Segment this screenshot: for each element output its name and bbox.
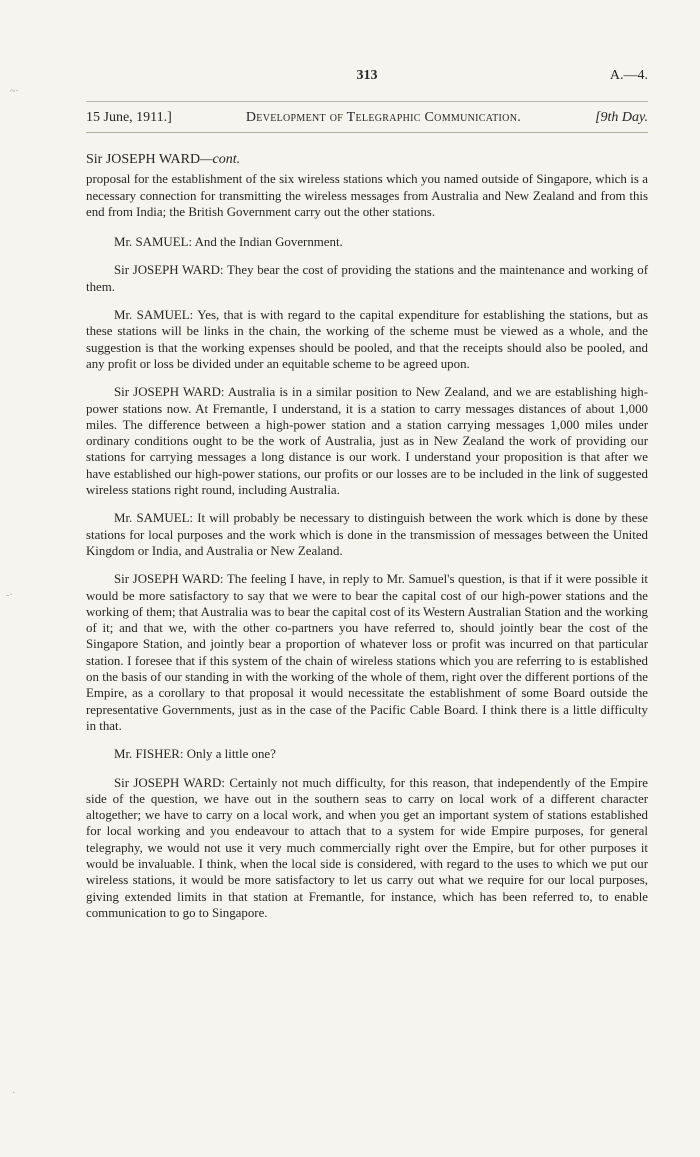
running-head [86,110,648,126]
header-date: 15 June, 1911.] [86,110,172,125]
page-number: 313 [356,68,378,83]
paragraph: Mr. SAMUEL: And the Indian Government. [114,235,343,250]
paragraph: proposal for the establishment of the six wireless stations which you named outside of Singapore, which is a necessary connection for transmitting the wireless messages from Australia and New Zealand and from this end from India; the British Government carry out the other stations. [86,172,648,219]
header-day: [9th Day. [595,110,648,125]
transcript-body [86,152,648,933]
speaker-name: Sir JOSEPH WARD: [114,775,230,790]
paragraph: Sir JOSEPH WARD: The feeling I have, in reply to Mr. Samuel's question, is that if it were possible it would be more satisfactory to say that we were to bear the capital cost of our high-power stations and the working of them; that Australia was to bear the capital cost of its Western Australian Station and the working of it; and that we, with the other co-partners you have referred to, should jointly bear the cost of the Singapore Station, and jointly bear a proportion of whatever loss or profit was incurred on that particular station. I foresee that if this system of the chain of wireless stations which you are referring to is established on the basis of our standing in with the working of the whole of them, right over the different portions of the Empire, as a corollary to that proposal it would necessitate the establishment of some Board outside the representative Governments, just as in the case of the Pacific Cable Board. I think there is a little difficulty in that. [86,572,648,733]
paragraph: Mr. SAMUEL: Yes, that is with regard to the capital expenditure for establishing the stations, but as these stations will be links in the chain, the working of the scheme must be viewed as a whole, and the suggestion is that the working expenses should be pooled, and that the receipts should also be pooled, and any profit or loss be divided under an equitable scheme to be agreed upon. [86,308,648,371]
margin-mark: ~· [10,86,19,97]
speaker-name: Mr. SAMUEL: [114,235,195,250]
speaker-name: Sir JOSEPH WARD: [114,263,228,278]
paragraph: Mr. FISHER: Only a little one? [114,747,276,762]
speaker-name: Mr. SAMUEL: [114,511,198,526]
paragraph: Sir JOSEPH WARD: Australia is in a similar position to New Zealand, and we are establishing high-power stations now. At Fremantle, I understand, it is a station to carry messages distances of about 1,000 miles. The difference between a high-power station and a station carrying messages 1,000 miles under ordinary conditions ought to be the work of Australia, just as in New Zealand the work of providing our stations for carrying messages a long distance is our work. I understand your proposition is that after we have established our high-power stations, our profits or our losses are to be included in the link of suggested wireless stations right round, including Australia. [86,385,649,498]
header-rule [86,101,648,102]
document-reference: A.—4. [609,68,648,83]
speaker-name: Mr. SAMUEL: [114,308,198,323]
paragraph: Sir JOSEPH WARD: They bear the cost of providing the stations and the maintenance and working of them. [86,263,648,294]
margin-mark: ‐· [6,590,13,601]
margin-mark: · [12,1088,16,1099]
speaker-name: Sir JOSEPH WARD: [114,385,228,400]
speaker-name: Mr. FISHER: [114,747,187,762]
header-underline [86,132,648,133]
header-title: Development of Telegraphic Communication. [245,110,522,125]
paragraph: Sir JOSEPH WARD: Certainly not much difficulty, for this reason, that independently of the Empire side of the question, we have out in the southern seas to carry on local work of a different character altogether; we have to carry on a local work, and when you get an important system of stations established for local working and you endeavour to attach that to a system for wide Empire purposes, for general telegraphy, we would not use it very much commercially right over the Empire, but for other purposes it would be invaluable. I think, when the local side is considered, with regard to the uses to which we put our wireless stations, it would be more satisfactory to let us carry out what we require for our local purposes, giving extended limits in that station at Fremantle, for instance, which has been referred to, to enable communication to go to Singapore. [86,775,648,920]
continuation-heading: Sir JOSEPH WARD—cont. [86,152,241,167]
speaker-name: Sir JOSEPH WARD: [114,572,227,587]
paragraph: Mr. SAMUEL: It will probably be necessary to distinguish between the work which is done by these stations for local purposes and the work which is done in the transmission of messages between the United Kingdom or India, and Australia or New Zealand. [86,511,648,558]
